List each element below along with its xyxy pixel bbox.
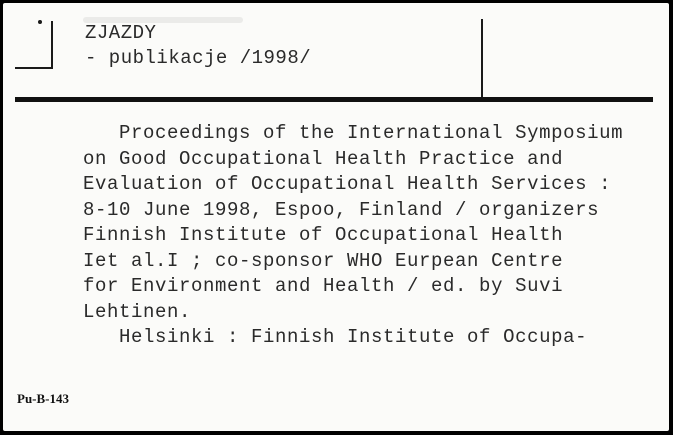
corner-mark-vertical (51, 21, 53, 69)
corner-mark-horizontal (15, 67, 53, 69)
description-line: on Good Occupational Health Practice and (83, 147, 564, 170)
corner-dot-mark (38, 20, 42, 24)
description-line: Lehtinen. (83, 300, 192, 323)
header-divider-vertical (481, 19, 483, 99)
subject-heading: ZJAZDY (85, 22, 157, 44)
subject-subheading: - publikacje /1998/ (85, 47, 312, 69)
description-line: Proceedings of the International Symposium (83, 122, 624, 144)
description-line: Finnish Institute of Occupational Health (83, 224, 564, 246)
bibliographic-description (83, 121, 669, 351)
catalog-card (3, 3, 669, 431)
call-number: Pu-B-143 (17, 391, 69, 406)
description-line: Helsinki : Finnish Institute of Occupa- (83, 326, 588, 348)
description-line: Iet al.I ; co-sponsor WHO Eurpean Centre (83, 249, 564, 272)
description-line: Evaluation of Occupational Health Services : (83, 173, 612, 195)
description-line: for Environment and Health / ed. by Suvi (83, 275, 564, 297)
header-rule (15, 97, 653, 102)
description-line: 8-10 June 1998, Espoo, Finland / organizers (83, 198, 600, 221)
